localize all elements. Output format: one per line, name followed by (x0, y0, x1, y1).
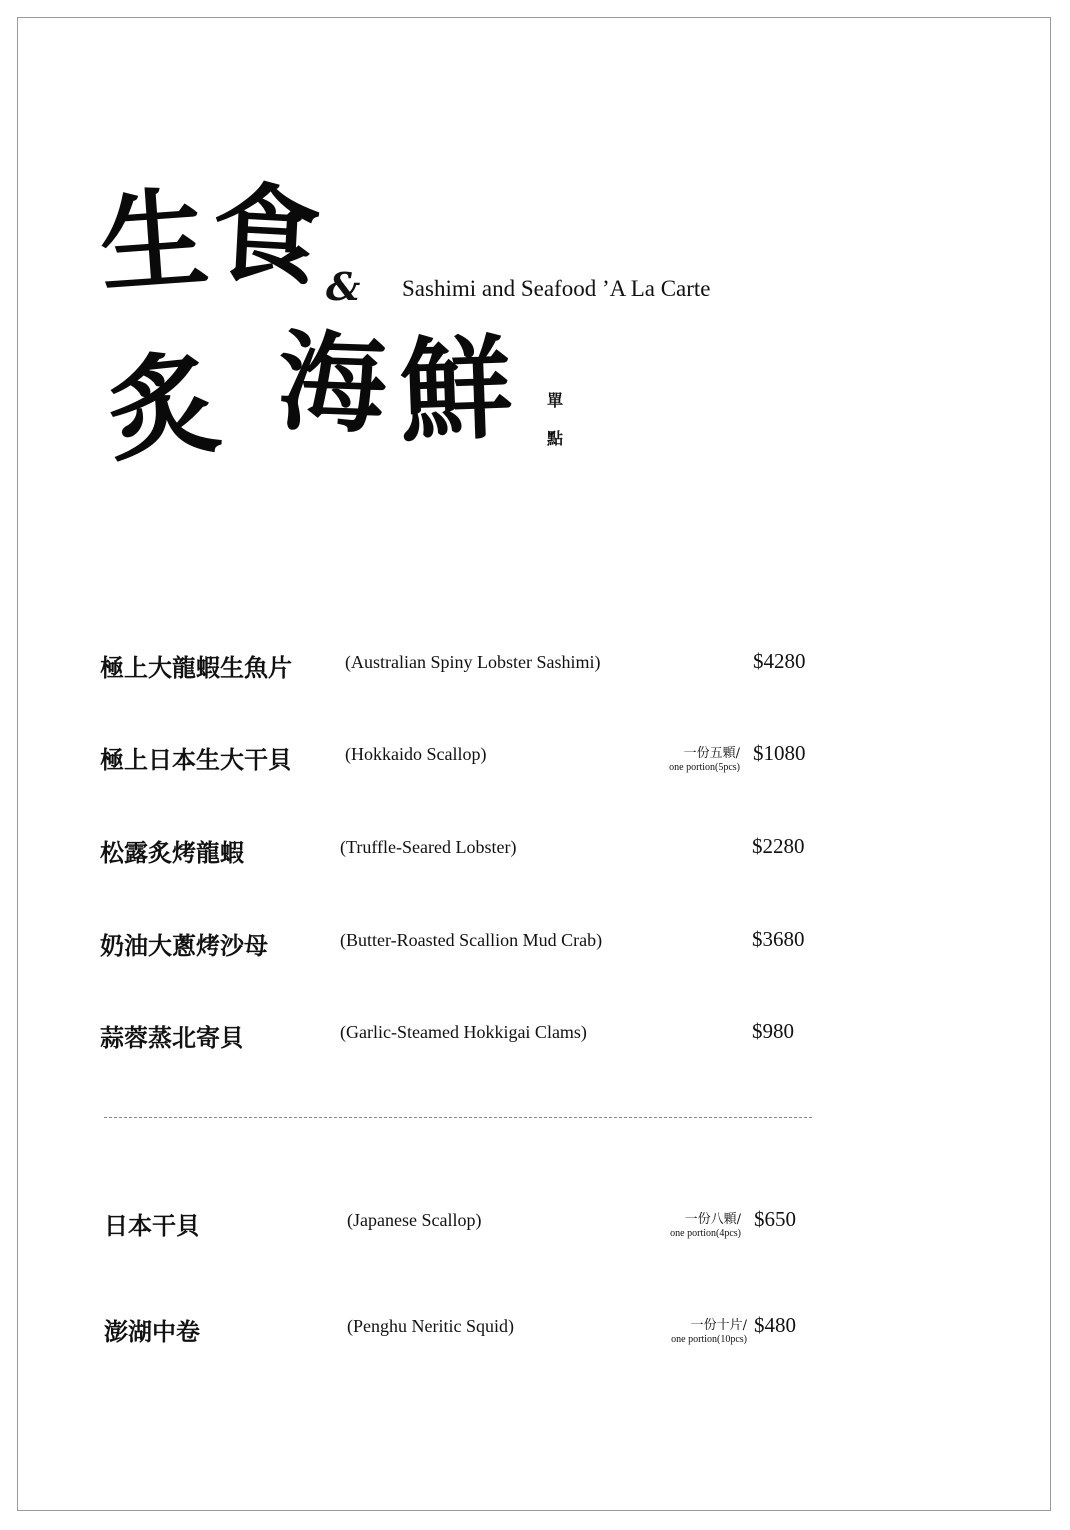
item-name-zh: 極上日本生大干貝 (100, 745, 292, 774)
title-char-hai: 海 (275, 319, 389, 449)
section-divider (104, 1117, 812, 1118)
menu-item (0, 648, 1070, 688)
item-name-zh: 澎湖中卷 (104, 1317, 200, 1346)
subtitle-english: Sashimi and Seafood ’A La Carte (402, 276, 711, 301)
item-price: $2280 (752, 834, 805, 858)
menu-item (0, 926, 1070, 966)
menu-item (0, 1312, 1070, 1352)
item-name-en: (Australian Spiny Lobster Sashimi) (345, 652, 601, 672)
item-portion (611, 1208, 741, 1239)
item-price: $3680 (752, 927, 805, 951)
item-name-en: (Butter-Roasted Scallion Mud Crab) (340, 930, 603, 950)
title-char-shi: 食 (208, 170, 324, 302)
item-name-zh: 奶油大蔥烤沙母 (100, 931, 268, 960)
item-price: $4280 (753, 649, 806, 673)
item-name-zh: 日本干貝 (104, 1211, 200, 1240)
item-price: $480 (754, 1313, 796, 1337)
item-name-en: (Penghu Neritic Squid) (347, 1316, 514, 1336)
portion-en: one portion(10pcs) (671, 1334, 747, 1345)
single-order-char-2: 點 (546, 429, 563, 448)
item-price: $1080 (753, 741, 806, 765)
item-name-zh: 極上大龍蝦生魚片 (100, 653, 292, 682)
menu-item (0, 740, 1070, 780)
title-ampersand: & (326, 264, 361, 309)
menu-item (0, 833, 1070, 873)
item-name-en: (Garlic-Steamed Hokkigai Clams) (340, 1022, 587, 1042)
menu-item (0, 1206, 1070, 1246)
portion-zh: 一份五顆/ (683, 746, 740, 761)
item-name-zh: 松露炙烤龍蝦 (100, 838, 244, 867)
item-name-en: (Truffle-Seared Lobster) (340, 837, 517, 857)
item-portion (617, 1314, 747, 1345)
item-price: $650 (754, 1207, 796, 1231)
item-name-zh: 蒜蓉蒸北寄貝 (100, 1023, 244, 1052)
title-char-xian: 鮮 (397, 323, 515, 458)
single-order-label (540, 382, 570, 458)
portion-en: one portion(5pcs) (669, 762, 740, 773)
single-order-char-1: 單 (546, 391, 563, 410)
item-name-en: (Hokkaido Scallop) (345, 744, 487, 764)
portion-en: one portion(4pcs) (670, 1228, 741, 1239)
portion-zh: 一份八顆/ (684, 1212, 741, 1227)
title-char-zhi: 炙 (101, 336, 227, 479)
item-portion (610, 742, 740, 773)
title-char-sheng: 生 (95, 175, 213, 309)
menu-item (0, 1018, 1070, 1058)
portion-zh: 一份十片/ (690, 1318, 747, 1333)
item-name-en: (Japanese Scallop) (347, 1210, 482, 1230)
item-price: $980 (752, 1019, 794, 1043)
